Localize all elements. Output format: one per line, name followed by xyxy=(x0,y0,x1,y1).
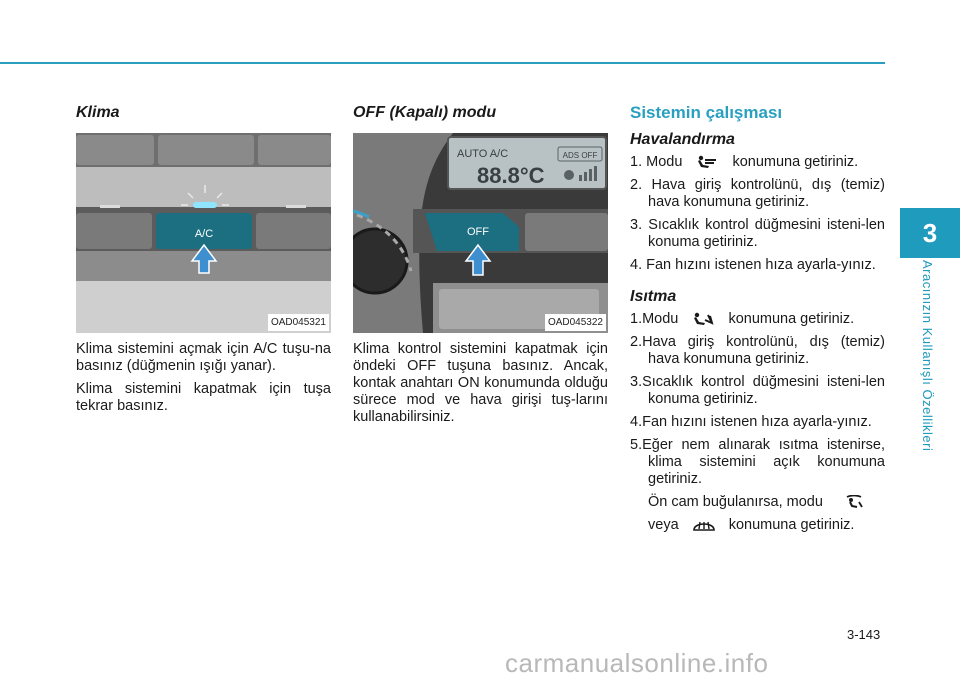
display-badge-text: ADS OFF xyxy=(562,151,598,160)
list-item: 3. Sıcaklık kontrol düğmesini isteni-len konuma getiriniz. xyxy=(630,217,885,250)
figure-ac-button xyxy=(76,133,331,333)
list-item: 4. Fan hızını istenen hıza ayarla-yınız. xyxy=(630,257,876,273)
watermark[interactable]: carmanualsonline.info xyxy=(505,648,769,678)
floor-mode-icon xyxy=(690,312,716,326)
note-text: veya xyxy=(648,517,679,533)
note-line-1 xyxy=(630,494,885,511)
note-text: Ön cam buğulanırsa, modu xyxy=(648,494,823,510)
step-text: 1. Modu xyxy=(630,154,683,170)
off-panel-illustration xyxy=(353,133,608,333)
heading-klima: Klima xyxy=(76,104,120,121)
klima-text-1: Klima sistemini açmak için A/C tuşu-na basınız (düğmenin ışığı yanar). xyxy=(76,341,331,374)
floor-defrost-mode-icon xyxy=(841,495,867,509)
column-system-operation xyxy=(630,100,885,540)
list-item: 4.Fan hızını istenen hıza ayarla-yınız. xyxy=(630,414,872,430)
heating-steps xyxy=(630,311,885,488)
temperature-knob xyxy=(353,229,407,293)
off-mode-text: Klima kontrol sistemini kapatmak için öndeki OFF tuşuna basınız. Ancak, kontak anahtarı ON konumunda olduğu sürece mod ve hava girişi tuş-larını kullanabilirsiniz. xyxy=(353,341,608,425)
figure-off-button xyxy=(353,133,608,333)
list-item xyxy=(630,311,885,328)
step-text: konumuna getiriniz. xyxy=(728,311,855,327)
display-mode-text: AUTO A/C xyxy=(457,148,509,160)
list-item: 5.Eğer nem alınarak ısıtma istenirse, klima sistemini açık konumuna getiriniz. xyxy=(630,437,885,487)
list-item xyxy=(630,154,885,171)
step-text: konumuna getiriniz. xyxy=(732,154,859,170)
figure-code: OAD045321 xyxy=(268,314,329,331)
heading-heating: Isıtma xyxy=(630,288,677,305)
list-item: 2.Hava giriş kontrolünü, dış (temiz) hava konumuna getiriniz. xyxy=(630,334,885,367)
figure-code: OAD045322 xyxy=(545,314,606,331)
heading-off-mode: OFF (Kapalı) modu xyxy=(353,104,497,121)
note-text: konumuna getiriniz. xyxy=(728,517,855,533)
chapter-title: Aracınızın Kullanışlı Özellikleri xyxy=(920,260,935,452)
klima-text-2: Klima sistemini kapatmak için tuşa tekrar basınız. xyxy=(76,381,331,414)
page-number: 3-143 xyxy=(847,627,881,642)
face-vent-mode-icon xyxy=(694,155,720,169)
defrost-mode-icon xyxy=(691,518,717,532)
column-klima xyxy=(76,100,331,421)
display-temp-text: 88.8°C xyxy=(477,163,545,188)
column-off-mode xyxy=(353,100,608,432)
list-item: 3.Sıcaklık kontrol düğmesini isteni-len konuma getiriniz. xyxy=(630,374,885,407)
ac-button-label: A/C xyxy=(194,228,214,240)
note-line-2 xyxy=(630,517,885,534)
list-item: 2. Hava giriş kontrolünü, dış (temiz) hava konumuna getiriniz. xyxy=(630,177,885,210)
ac-panel-illustration xyxy=(76,133,331,333)
step-text: 1.Modu xyxy=(630,311,679,327)
chapter-number-tab[interactable]: 3 xyxy=(900,208,960,258)
off-button-label: OFF xyxy=(467,226,489,238)
heading-system-operation: Sistemin çalışması xyxy=(630,103,783,122)
top-rule xyxy=(0,62,885,64)
ventilation-steps xyxy=(630,154,885,274)
heading-ventilation: Havalandırma xyxy=(630,131,735,148)
